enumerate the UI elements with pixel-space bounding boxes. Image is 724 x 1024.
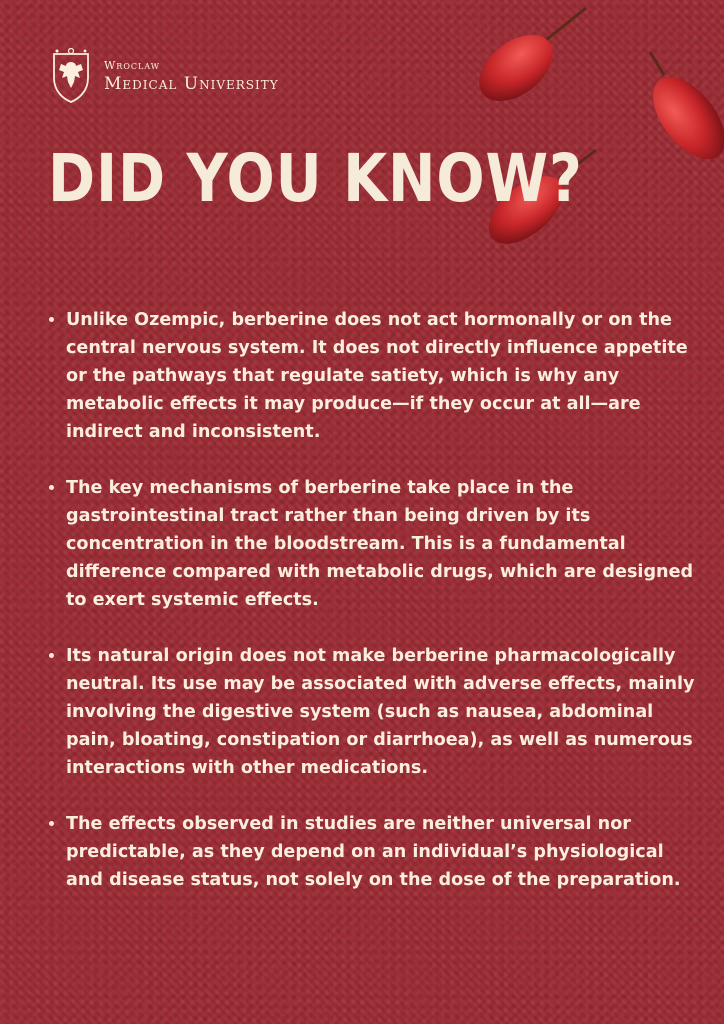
barberry-berries-image [464,0,724,270]
page-title: DID YOU KNOW? [48,140,583,217]
logo-city: Wroclaw [104,58,160,72]
fact-item: • Its natural origin does not make berberine pharmacologically neutral. Its use may be associated with adverse effects, mainly involving the digestive system (such as nausea, abdominal pain, bloating, constipation or diarrhoea), as well as numerous interactions with other medications. [66,642,696,782]
logo-university-name: Medical University [104,73,279,94]
eagle-crest-icon [50,48,92,104]
fact-item: • The effects observed in studies are neither universal nor predictable, as they depend on an individual’s physiological and disease status, not solely on the dose of the preparation. [66,810,696,894]
university-logo [50,48,279,104]
facts-list [44,306,696,922]
fact-item: • The key mechanisms of berberine take place in the gastrointestinal tract rather than being driven by its concentration in the bloodstream. This is a fundamental difference compared with metabolic drugs, which are designed to exert systemic effects. [66,474,696,614]
fact-item: • Unlike Ozempic, berberine does not act hormonally or on the central nervous system. It does not directly influence appetite or the pathways that regulate satiety, which is why any metabolic effects it may produce—if they occur at all—are indirect and inconsistent. [66,306,696,446]
